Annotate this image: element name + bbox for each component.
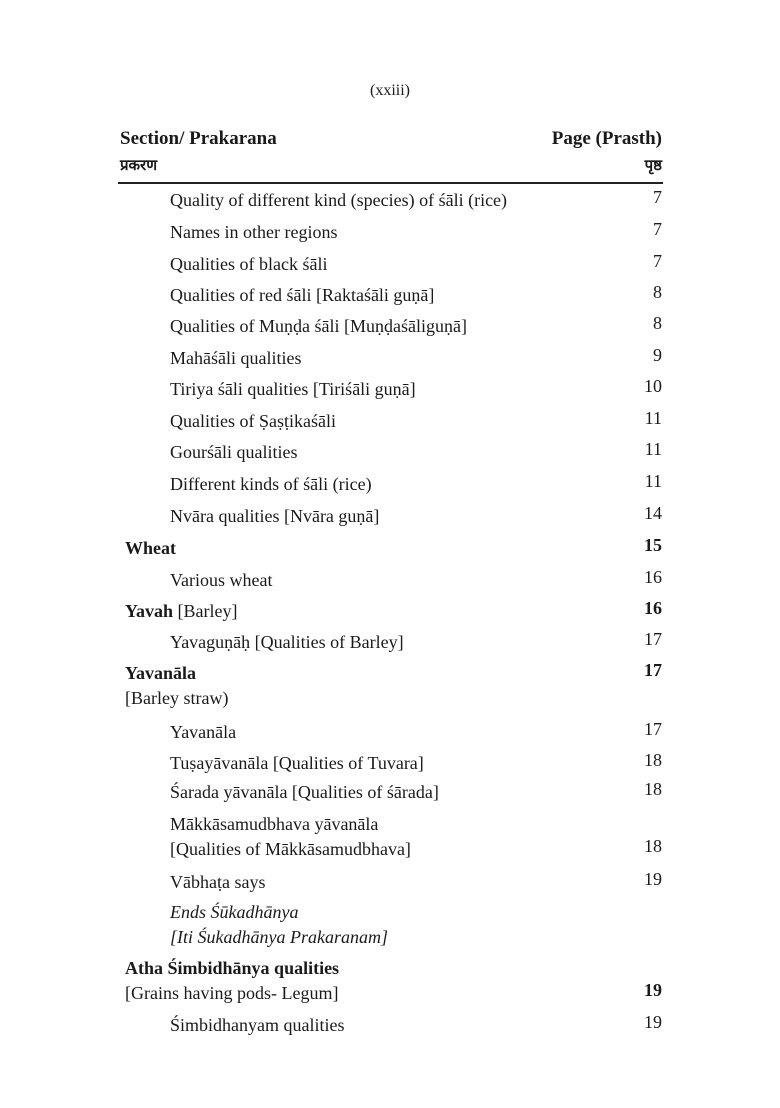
toc-page-number: 18 bbox=[644, 750, 662, 770]
toc-entry-title: Mākkāsamudbhava yāvanāla bbox=[170, 814, 379, 834]
toc-entry-title: Yavah [Barley] bbox=[125, 601, 238, 621]
page-number: (xxiii) bbox=[370, 82, 410, 99]
toc-entry-title: Qualities of Ṣaṣṭikaśāli bbox=[170, 411, 336, 431]
toc-entry-title: Tuṣayāvanāla [Qualities of Tuvara] bbox=[170, 753, 424, 773]
toc-page-number: 16 bbox=[644, 598, 662, 618]
toc-page-number: 11 bbox=[644, 471, 662, 491]
toc-page-number: 19 bbox=[644, 980, 662, 1000]
toc-entry-title: Wheat bbox=[125, 538, 176, 558]
toc-entry-title: Qualities of black śāli bbox=[170, 254, 328, 274]
toc-page-number: 17 bbox=[644, 629, 662, 649]
toc-page-number: 14 bbox=[644, 503, 662, 523]
toc-page-number: 8 bbox=[653, 282, 662, 302]
toc-entry-title: Various wheat bbox=[170, 570, 273, 590]
toc-entry-title: Qualities of Muṇḍa śāli [Muṇḍaśāliguṇā] bbox=[170, 316, 467, 336]
toc-entry-title: Names in other regions bbox=[170, 222, 338, 242]
toc-page-number: 10 bbox=[644, 376, 662, 396]
toc-page-number: 11 bbox=[644, 408, 662, 428]
toc-page-number: 7 bbox=[653, 219, 662, 239]
toc-entry-title: Quality of different kind (species) of śāli (rice) bbox=[170, 190, 508, 210]
toc-entry-title: [Iti Śukadhānya Prakaranam] bbox=[170, 927, 388, 947]
toc-entry-title: [Qualities of Mākkāsamudbhava] bbox=[170, 839, 411, 859]
toc-entry-title: Nvāra qualities [Nvāra guṇā] bbox=[170, 506, 380, 526]
page-column-header-hindi: पृष्ठ bbox=[644, 156, 662, 174]
toc-page-number: 19 bbox=[644, 1012, 662, 1032]
toc-page-number: 9 bbox=[653, 345, 662, 365]
toc-entry-title: Atha Śimbidhānya qualities bbox=[125, 958, 340, 978]
toc-page-number: 18 bbox=[644, 779, 662, 799]
toc-entry-title: Tiriya śāli qualities [Tiriśāli guṇā] bbox=[170, 379, 416, 399]
toc-entry-title: Qualities of red śāli [Raktaśāli guṇā] bbox=[170, 285, 435, 305]
toc-page-number: 18 bbox=[644, 836, 662, 856]
toc-entry-title: Yavanāla bbox=[125, 663, 197, 683]
toc-page-number: 7 bbox=[653, 251, 662, 271]
toc-page-number: 11 bbox=[644, 439, 662, 459]
page-column-header: Page (Prasth) bbox=[551, 128, 662, 149]
section-column-header: Section/ Prakarana bbox=[120, 128, 277, 149]
toc-entry-title: Śarada yāvanāla [Qualities of śārada] bbox=[170, 782, 439, 802]
toc-page-number: 17 bbox=[644, 660, 662, 680]
toc-page-number: 15 bbox=[644, 535, 662, 555]
toc-page-number: 8 bbox=[653, 313, 662, 333]
toc-entry-title: Gourśāli qualities bbox=[170, 442, 298, 462]
section-column-header-hindi: प्रकरण bbox=[120, 156, 158, 174]
toc-entry-title: [Barley straw) bbox=[125, 688, 229, 708]
toc-entry-title: [Grains having pods- Legum] bbox=[125, 983, 339, 1003]
toc-entry-title: Yavaguṇāḥ [Qualities of Barley] bbox=[170, 632, 404, 652]
toc-entry-title: Mahāśāli qualities bbox=[170, 348, 302, 368]
toc-entry-title: Different kinds of śāli (rice) bbox=[170, 474, 372, 494]
toc-page-number: 16 bbox=[644, 567, 662, 587]
toc-page-number: 17 bbox=[644, 719, 662, 739]
toc-entry-title: Śimbidhanyam qualities bbox=[170, 1015, 345, 1035]
toc-entry-title: Vābhaṭa says bbox=[170, 872, 266, 892]
toc-entry-title: Yavanāla bbox=[170, 722, 237, 742]
toc-page-number: 7 bbox=[653, 187, 662, 207]
toc-page-number: 19 bbox=[644, 869, 662, 889]
header-rule bbox=[118, 182, 663, 184]
toc-entry-title: Ends Śūkadhānya bbox=[170, 902, 299, 922]
